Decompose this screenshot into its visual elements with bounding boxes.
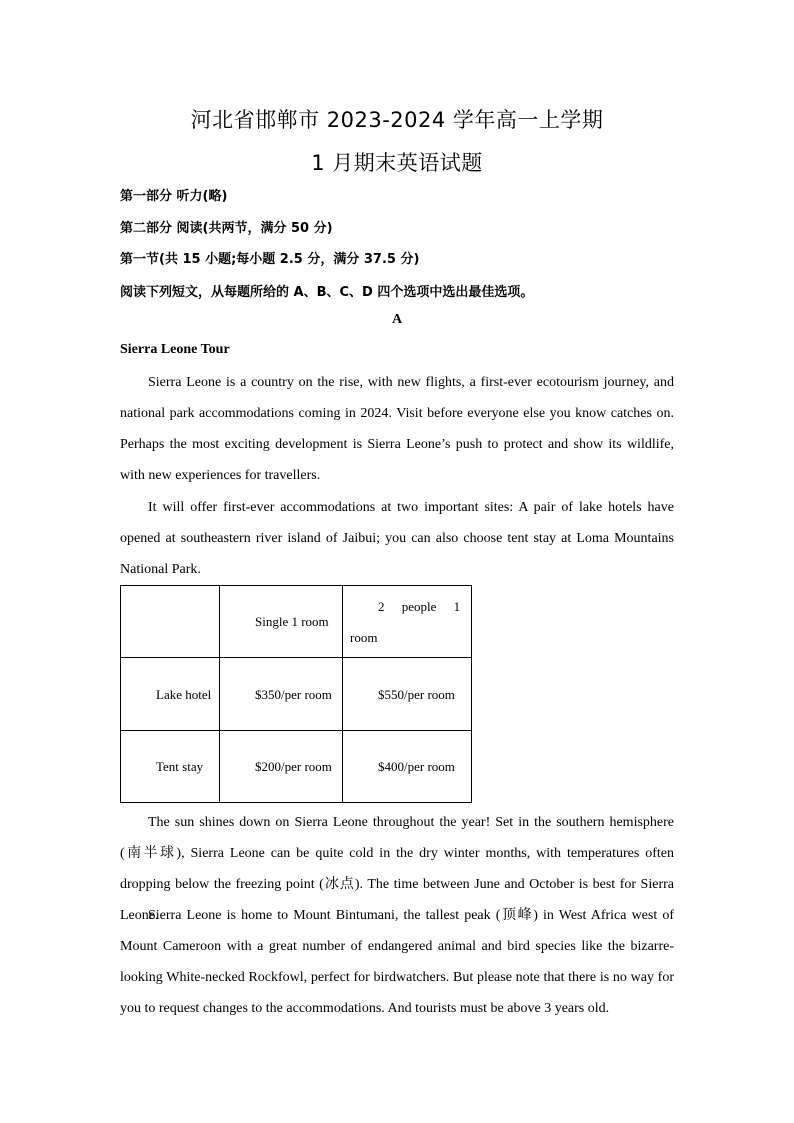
price-table — [120, 585, 472, 803]
table-cell: $350/per room — [220, 658, 343, 731]
passage-letter: A — [391, 312, 403, 327]
table-header-double: 2 people 1 room — [343, 586, 472, 658]
paragraph-3: The sun shines down on Sierra Leone throughout the year! Set in the southern hemisphere (南半球), Sierra Leone can be quite cold in the dry winter months, with temperatures often dropping below the freezing point (冰点). The time between June and October is best for Sierra Leone. — [120, 815, 674, 923]
part2-heading: 第二部分 阅读(共两节，满分 50 分) — [120, 221, 333, 236]
article-title: Sierra Leone Tour — [120, 342, 230, 357]
exam-title-line1: 河北省邯郸市 2023-2024 学年高一上学期 — [190, 108, 604, 132]
reading-directions: 阅读下列短文，从每题所给的 A、B、C、D 四个选项中选出最佳选项。 — [120, 285, 534, 300]
paragraph-4: Sierra Leone is home to Mount Bintumani, the tallest peak (顶峰) in West Africa west of Mount Cameroon with a great number of endangered animal and bird species like the bizarre-looking White-necked Rockfowl, perfect for birdwatchers. But please note that there is no way for you to request changes to the accommodations. And tourists must be above 3 years old. — [120, 908, 674, 1016]
part1-heading: 第一部分 听力(略) — [120, 189, 228, 204]
section1-heading: 第一节(共 15 小题;每小题 2.5 分，满分 37.5 分) — [120, 252, 420, 267]
table-cell: Lake hotel — [121, 658, 220, 731]
paragraph-2: It will offer first-ever accommodations at two important sites: A pair of lake hotels have opened at southeastern river island of Jaibui; you can also choose tent stay at Loma Mountains National Park. — [120, 500, 674, 577]
exam-title-line2: 1 月期末英语试题 — [311, 151, 483, 175]
table-cell — [121, 586, 220, 658]
table-cell: $550/per room — [343, 658, 472, 731]
table-cell: Tent stay — [121, 731, 220, 803]
table-row — [121, 731, 472, 803]
table-row — [121, 658, 472, 731]
table-cell: $200/per room — [220, 731, 343, 803]
table-header-row — [121, 586, 472, 658]
table-cell: $400/per room — [343, 731, 472, 803]
paragraph-1: Sierra Leone is a country on the rise, with new flights, a first-ever ecotourism journey, and national park accommodations coming in 2024. Visit before everyone else you know catches on. Perhaps the most exciting development is Sierra Leone’s push to protect and show its wildlife, with new experiences for travellers. — [120, 375, 674, 483]
table-header-single: Single 1 room — [220, 586, 343, 658]
